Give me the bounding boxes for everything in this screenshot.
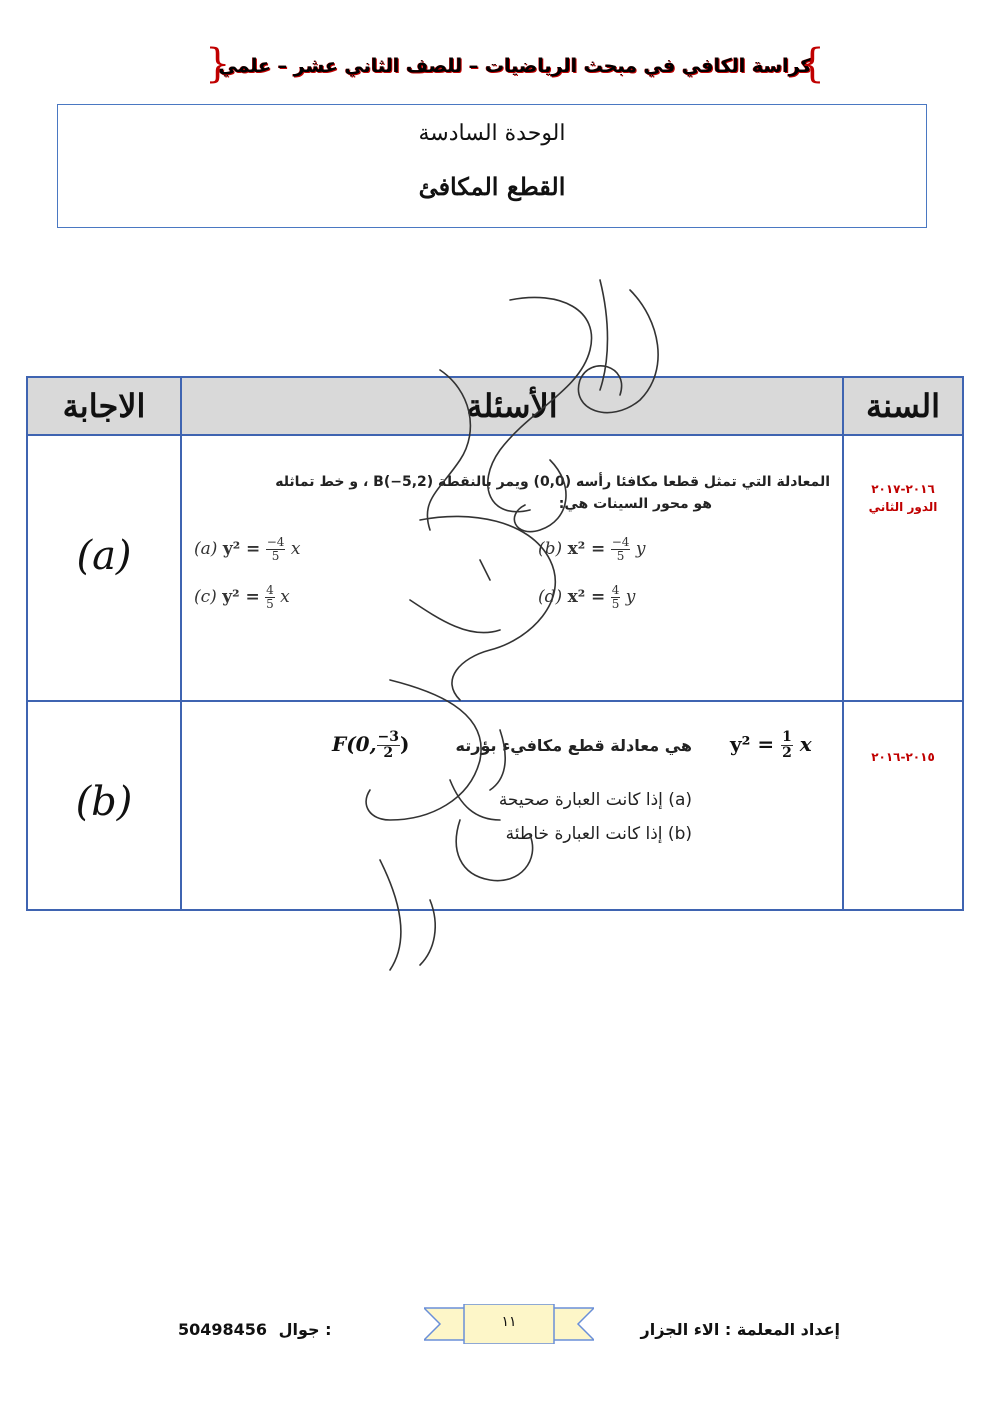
header-title: كراسة الكافي في مبحث الرياضيات – للصف الثاني عشر – علمي	[218, 55, 812, 77]
choice-b: (b) إذا كانت العبارة خاطئة	[505, 824, 692, 844]
table-row	[27, 435, 963, 701]
focus-expression: F(0, $\frac{-3}{2}$ )	[332, 729, 410, 761]
question-cell	[181, 701, 843, 910]
header-year: السنة	[843, 377, 963, 435]
question-cell	[181, 435, 843, 701]
statement-text: هي معادلة قطع مكافيء بؤرته	[455, 736, 692, 755]
year-cell	[843, 435, 963, 701]
option-a: (a) y² = $\frac{-4}{5}$ x	[194, 535, 301, 563]
option-c: (c) y² = $\frac{4}{5}$ x	[194, 583, 290, 611]
choice-a: (a) إذا كانت العبارة صحيحة	[498, 790, 692, 810]
answer-cell	[27, 701, 181, 910]
unit-title-box	[57, 104, 927, 228]
footer-author: إعداد المعلمة : الاء الجزار	[640, 1320, 840, 1339]
question-text-2: هو محور السينات هي:	[558, 496, 712, 512]
footer-phone	[178, 1320, 332, 1339]
questions-table	[26, 376, 964, 911]
option-d: (d) x² = $\frac{4}{5}$ y	[538, 583, 636, 611]
page-header	[205, 41, 825, 95]
phone-number: 50498456	[178, 1320, 268, 1339]
answer-value: (b)	[75, 778, 133, 825]
session-label: الدور الثاني	[868, 500, 938, 514]
year-value: ٢٠١٦-٢٠١٧	[871, 482, 935, 496]
page-number: ١١	[501, 1314, 517, 1330]
equation: y² = $\frac{1}{2}$ x	[730, 729, 812, 761]
year-value: ٢٠١٥-٢٠١٦	[871, 750, 935, 764]
brace-right: }	[799, 41, 825, 87]
table-row	[27, 701, 963, 910]
answer-value: (a)	[76, 533, 132, 579]
answer-cell	[27, 435, 181, 701]
question-text: المعادلة التي تمثل قطعا مكافئا رأسه (0,0) ويمر بالنقطة B(−5,2) ، و خط تماثله	[275, 474, 830, 490]
option-b: (b) x² = $\frac{-4}{5}$ y	[538, 535, 646, 563]
header-answer: الاجابة	[27, 377, 181, 435]
lesson-name: القطع المكافئ	[418, 172, 566, 201]
table-header-row	[27, 377, 963, 435]
year-cell	[843, 701, 963, 910]
header-questions: الأسئلة	[181, 377, 843, 435]
phone-label: جوال :	[278, 1320, 332, 1339]
unit-name: الوحدة السادسة	[418, 121, 566, 146]
brace-left: {	[205, 41, 231, 87]
